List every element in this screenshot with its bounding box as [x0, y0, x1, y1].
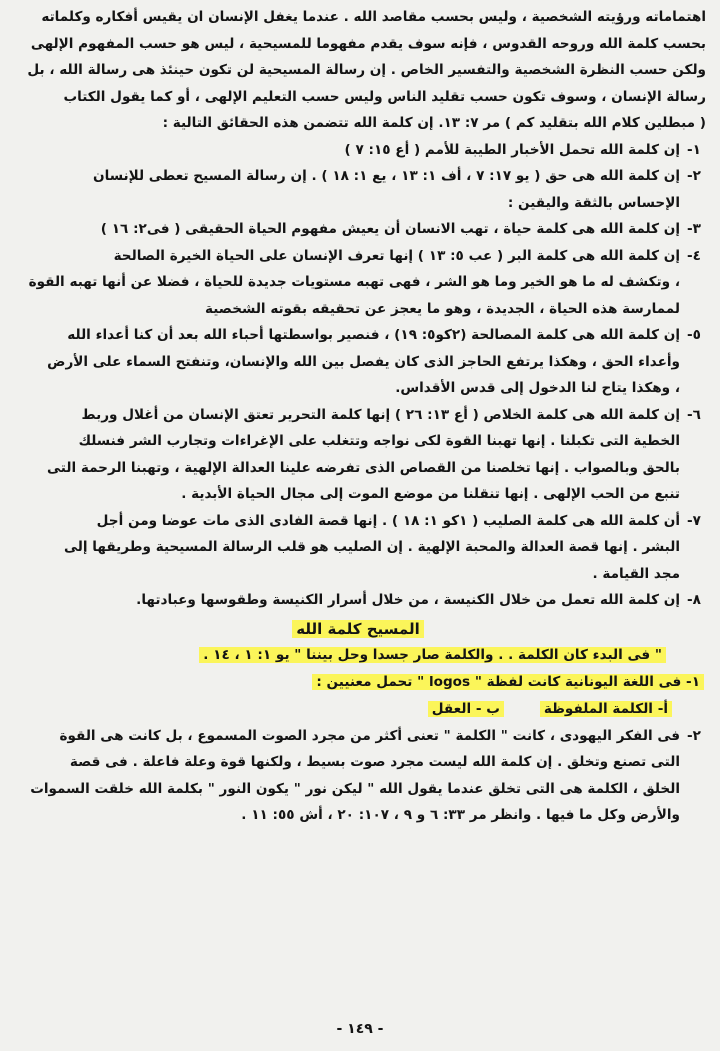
list-item: [10, 322, 706, 402]
highlighted-point: [10, 669, 706, 696]
text-line: إن كلمة الله هى كلمة الخلاص ( أع ١٣: ٢٦ ) إنها كلمة التحرير تعتق الإنسان من أغلال وربط: [81, 406, 680, 423]
item-number: ٤-: [687, 247, 701, 264]
text-line: وأعداء الحق ، وهكذا يرتفع الحاجز الذى كان يفصل بين الله والإنسان، وتنفتح السماء على الأرض: [47, 353, 680, 370]
text-line: البشر . إنها قصة العدالة والمحبة الإلهية . إن الصليب هو قلب الرسالة المسيحية وطريقها إلى: [64, 539, 680, 555]
list-item: [10, 587, 706, 614]
list-item: [10, 163, 706, 216]
list-item: [10, 402, 706, 508]
item-number: ٧-: [687, 512, 701, 529]
list-item: [10, 723, 706, 829]
text-line: إن كلمة الله تعمل من خلال الكنيسة ، من خلال أسرار الكنيسة وطقوسها وعبادتها.: [136, 592, 680, 608]
text-line: اهتماماته ورؤيته الشخصية ، وليس بحسب مقاصد الله . عندما يغفل الإنسان ان يقيس أفكاره وكلماته: [41, 9, 706, 25]
quote-text: " فى البدء كان الكلمة . . والكلمة صار جسدا وحل بيننا " يو ١: ١ ، ١٤ .: [199, 647, 666, 663]
intro-paragraph: [10, 4, 706, 137]
text-line: إن كلمة الله هى كلمة البر ( عب ٥: ١٣ ) إنها تعرف الإنسان على الحياة الخيرة الصالحة: [113, 247, 680, 264]
text-line: بالحق وبالصواب . إنها تخلصنا من القصاص الذى تفرضه علينا العدالة الإلهية ، وتهبنا الرحمة التى: [47, 459, 680, 476]
point-text: ١- فى اللغة اليونانية كانت لفظة " logos " تحمل معنيين :: [312, 674, 704, 690]
item-number: ٥-: [687, 327, 701, 343]
text-line: التى تصنع وتخلق . إن كلمة الله ليست مجرد صوت بسيط ، ولكنها قوة وعلة فاعلة . فى قصة: [69, 754, 680, 770]
text-line: تنبع من الحب الإلهى . إنها تنقلنا من موضع الموت إلى مجال الحياة الأبدية .: [181, 486, 680, 502]
text-line: مجد القيامة .: [592, 565, 680, 582]
meaning-reason: ب - العقل: [428, 701, 504, 717]
text-line: الإحساس بالثقة واليقين :: [507, 194, 680, 211]
list-item: [10, 137, 706, 164]
text-line: إن كلمة الله هى كلمة المصالحة (٢كو٥: ١٩) ، فنصير بواسطتها أحباء الله بعد أن كنا أعداء الله: [67, 327, 680, 343]
list-item: [10, 216, 706, 243]
page-number: - ١٤٩ -: [336, 1021, 384, 1037]
item-number: ٢-: [687, 168, 701, 184]
text-line: ( مبطلين كلام الله بتقليد كم ) مر ٧: ١٣. إن كلمة الله تتضمن هذه الحقائق التالية :: [162, 115, 706, 131]
text-line: الخلق ، الكلمة هى التى تخلق عندما يقول الله " ليكن نور " يكون النور " بكلمة الله خلقت السموات: [30, 780, 680, 797]
text-line: رسالة الإنسان ، وسوف تكون حسب تقليد الناس وليس حسب التعليم الإلهى ، أو كما يقول الكتاب: [63, 88, 706, 105]
text-line: أن كلمة الله هى كلمة الصليب ( ١كو ١: ١٨ ) . إنها قصة الفادى الذى مات عوضا ومن أجل: [96, 512, 680, 529]
text-line: فى الفكر اليهودى ، كانت " الكلمة " تعنى أكثر من مجرد الصوت المسموع ، بل كانت هى القوة: [59, 727, 680, 744]
section-heading: [10, 616, 706, 642]
section-heading-text: المسيح كلمة الله: [292, 620, 423, 638]
list-item: [10, 508, 706, 588]
list-item: [10, 243, 706, 323]
text-line: بحسب كلمة الله وروحه القدوس ، فإنه سوف يقدم مفهوما للمسيحية ، ليس هو حسب المفهوم الإلهى: [30, 35, 706, 52]
meaning-spoken-word: أ- الكلمة الملفوظة: [540, 701, 672, 717]
item-number: ٢-: [687, 727, 701, 744]
text-line: إن كلمة الله هى كلمة حياة ، تهب الانسان أن يعيش مفهوم الحياة الحقيقى ( فى٢: ١٦ ): [100, 221, 680, 237]
text-line: ولكن حسب النظرة الشخصية والتفسير الخاص . إن رسالة المسيحية لن تكون حينئذ هى رسالة الله ، بل: [27, 62, 706, 78]
text-line: والأرض وكل ما فيها . وانظر مر ٣٣: ٦ و ٩ ، ١٠٧: ٢٠ ، أش ٥٥: ١١ .: [241, 807, 680, 823]
highlighted-quote: [10, 642, 706, 669]
text-line: إن كلمة الله تحمل الأخبار الطيبة للأمم ( أع ١٥: ٧ ): [344, 141, 680, 158]
item-number: ١-: [687, 141, 701, 158]
text-line: لممارسة هذه الحياة ، الجديدة ، وهو ما يعجز عن تحقيقه بقوته الشخصية: [205, 300, 680, 317]
text-line: الخطية التى تكبلنا . إنها تهبنا القوة لكى نواجه وتتغلب على الإغراءات وتجارب الشر فنسلك: [78, 433, 680, 449]
item-number: ٣-: [687, 221, 701, 237]
highlighted-meanings: [10, 696, 706, 723]
text-line: ، وهكذا يتاح لنا الدخول إلى قدس الأقداس.: [395, 380, 680, 396]
item-number: ٦-: [687, 406, 701, 423]
text-line: إن كلمة الله هى حق ( يو ١٧: ٧ ، أف ١: ١٣ ، يع ١: ١٨ ) . إن رسالة المسيح تعطى للإنسان: [93, 168, 680, 184]
text-line: ، وتكشف له ما هو الخير وما هو الشر ، فهى تهبه مستويات جديدة للحياة ، فضلا عن أنها تهبه القوة: [28, 274, 680, 290]
item-number: ٨-: [687, 592, 701, 608]
